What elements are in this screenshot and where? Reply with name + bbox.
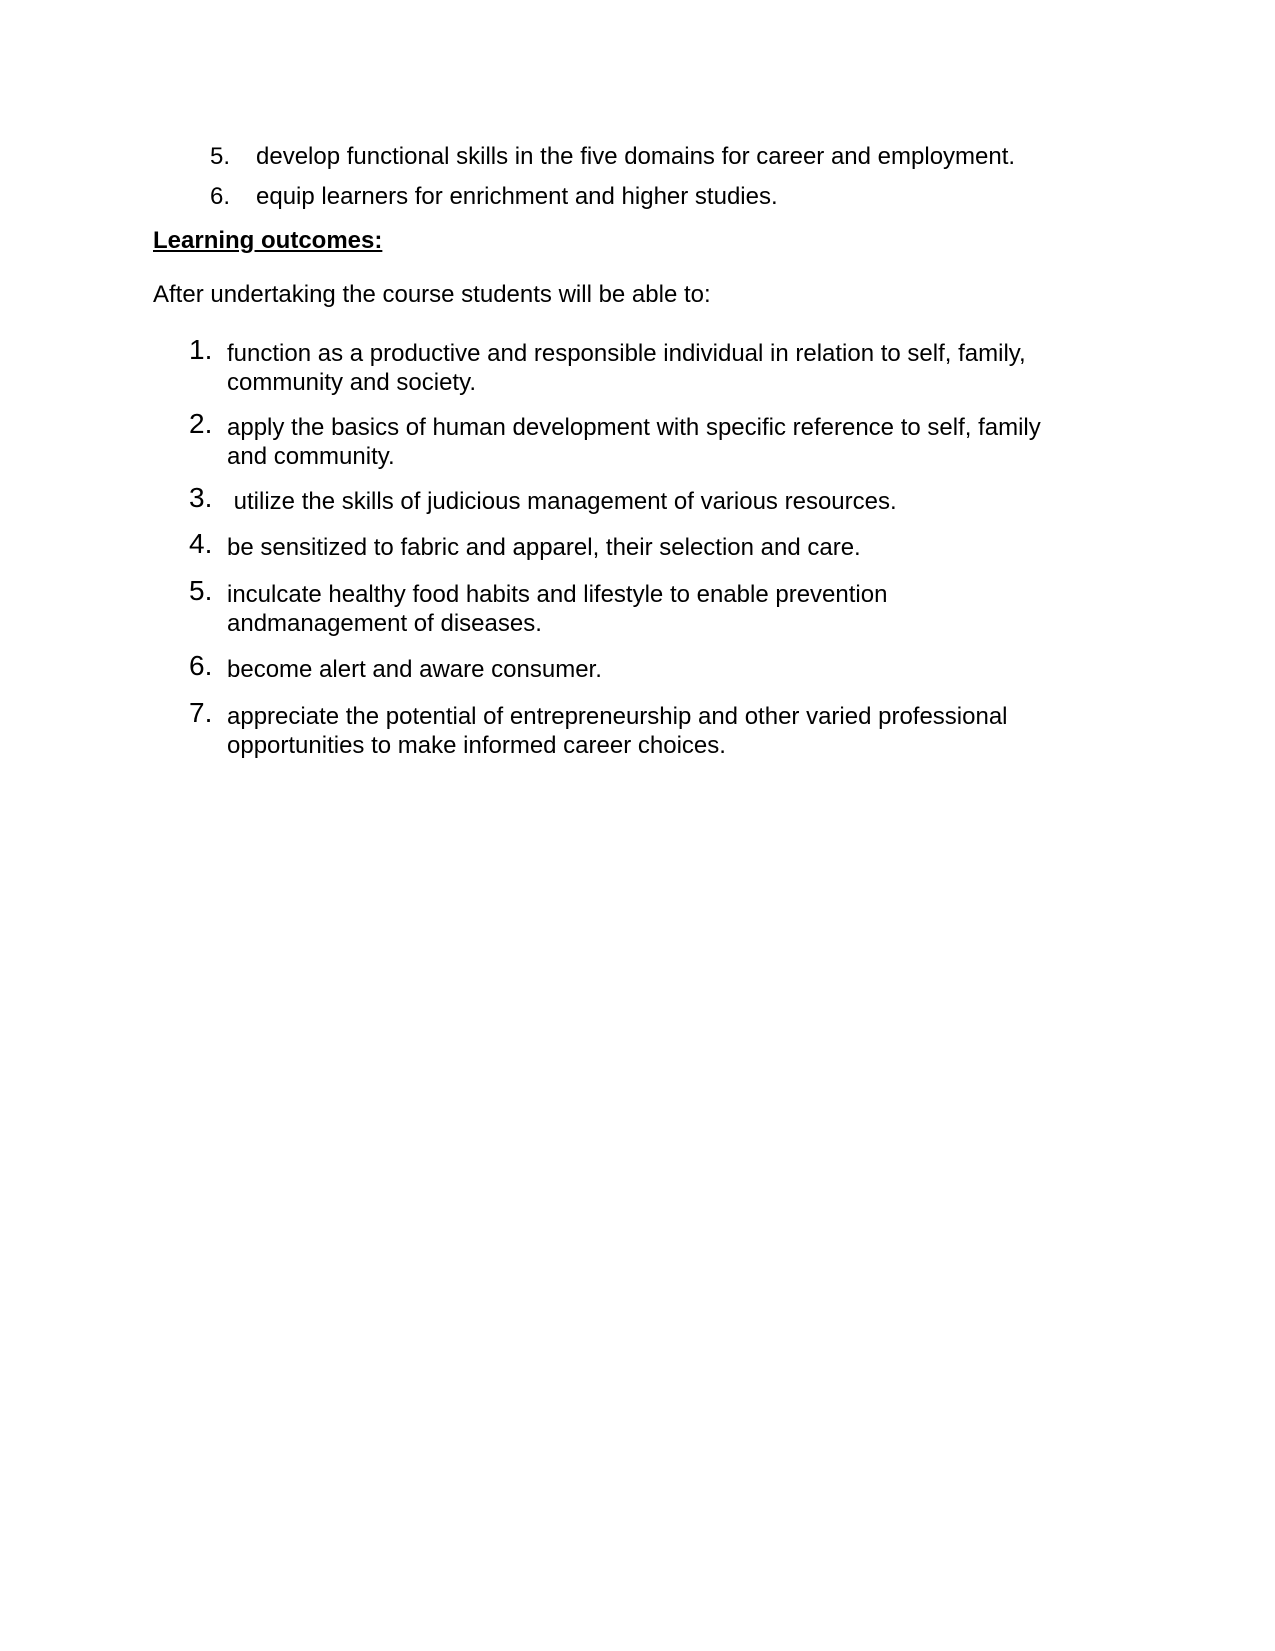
outcome-text: inculcate healthy food habits and lifestyle to enable prevention andmanagement of diseases.: [227, 581, 888, 637]
objective-number: 6.: [210, 183, 231, 210]
outcome-text: be sensitized to fabric and apparel, their selection and care.: [227, 534, 861, 561]
objective-item: [210, 142, 1015, 172]
outcome-number: 5.: [189, 575, 213, 606]
outcome-text: apply the basics of human development with specific reference to self, family and community.: [227, 414, 1041, 470]
outcome-number: 4.: [189, 528, 213, 559]
objective-number: 5.: [210, 143, 231, 170]
outcome-number: 3.: [189, 482, 213, 513]
outcome-number: 7.: [189, 697, 213, 728]
objective-text: develop functional skills in the five domains for career and employment.: [256, 143, 1016, 170]
outcome-text: appreciate the potential of entrepreneurship and other varied professional opportunities to make informed career choices.: [227, 703, 1008, 759]
objective-text: equip learners for enrichment and higher studies.: [256, 183, 778, 210]
outcome-text: utilize the skills of judicious management of various resources.: [227, 488, 897, 515]
outcome-number: 6.: [189, 650, 213, 681]
outcome-number: 2.: [189, 408, 213, 439]
outcome-text: become alert and aware consumer.: [227, 656, 602, 683]
learning-outcomes-heading: Learning outcomes:: [153, 227, 383, 254]
outcome-number: 1.: [189, 334, 213, 365]
outcome-text: function as a productive and responsible individual in relation to self, family, community and society.: [227, 340, 1026, 396]
objective-item: [210, 182, 778, 212]
learning-outcomes-intro: After undertaking the course students will be able to:: [153, 281, 711, 308]
